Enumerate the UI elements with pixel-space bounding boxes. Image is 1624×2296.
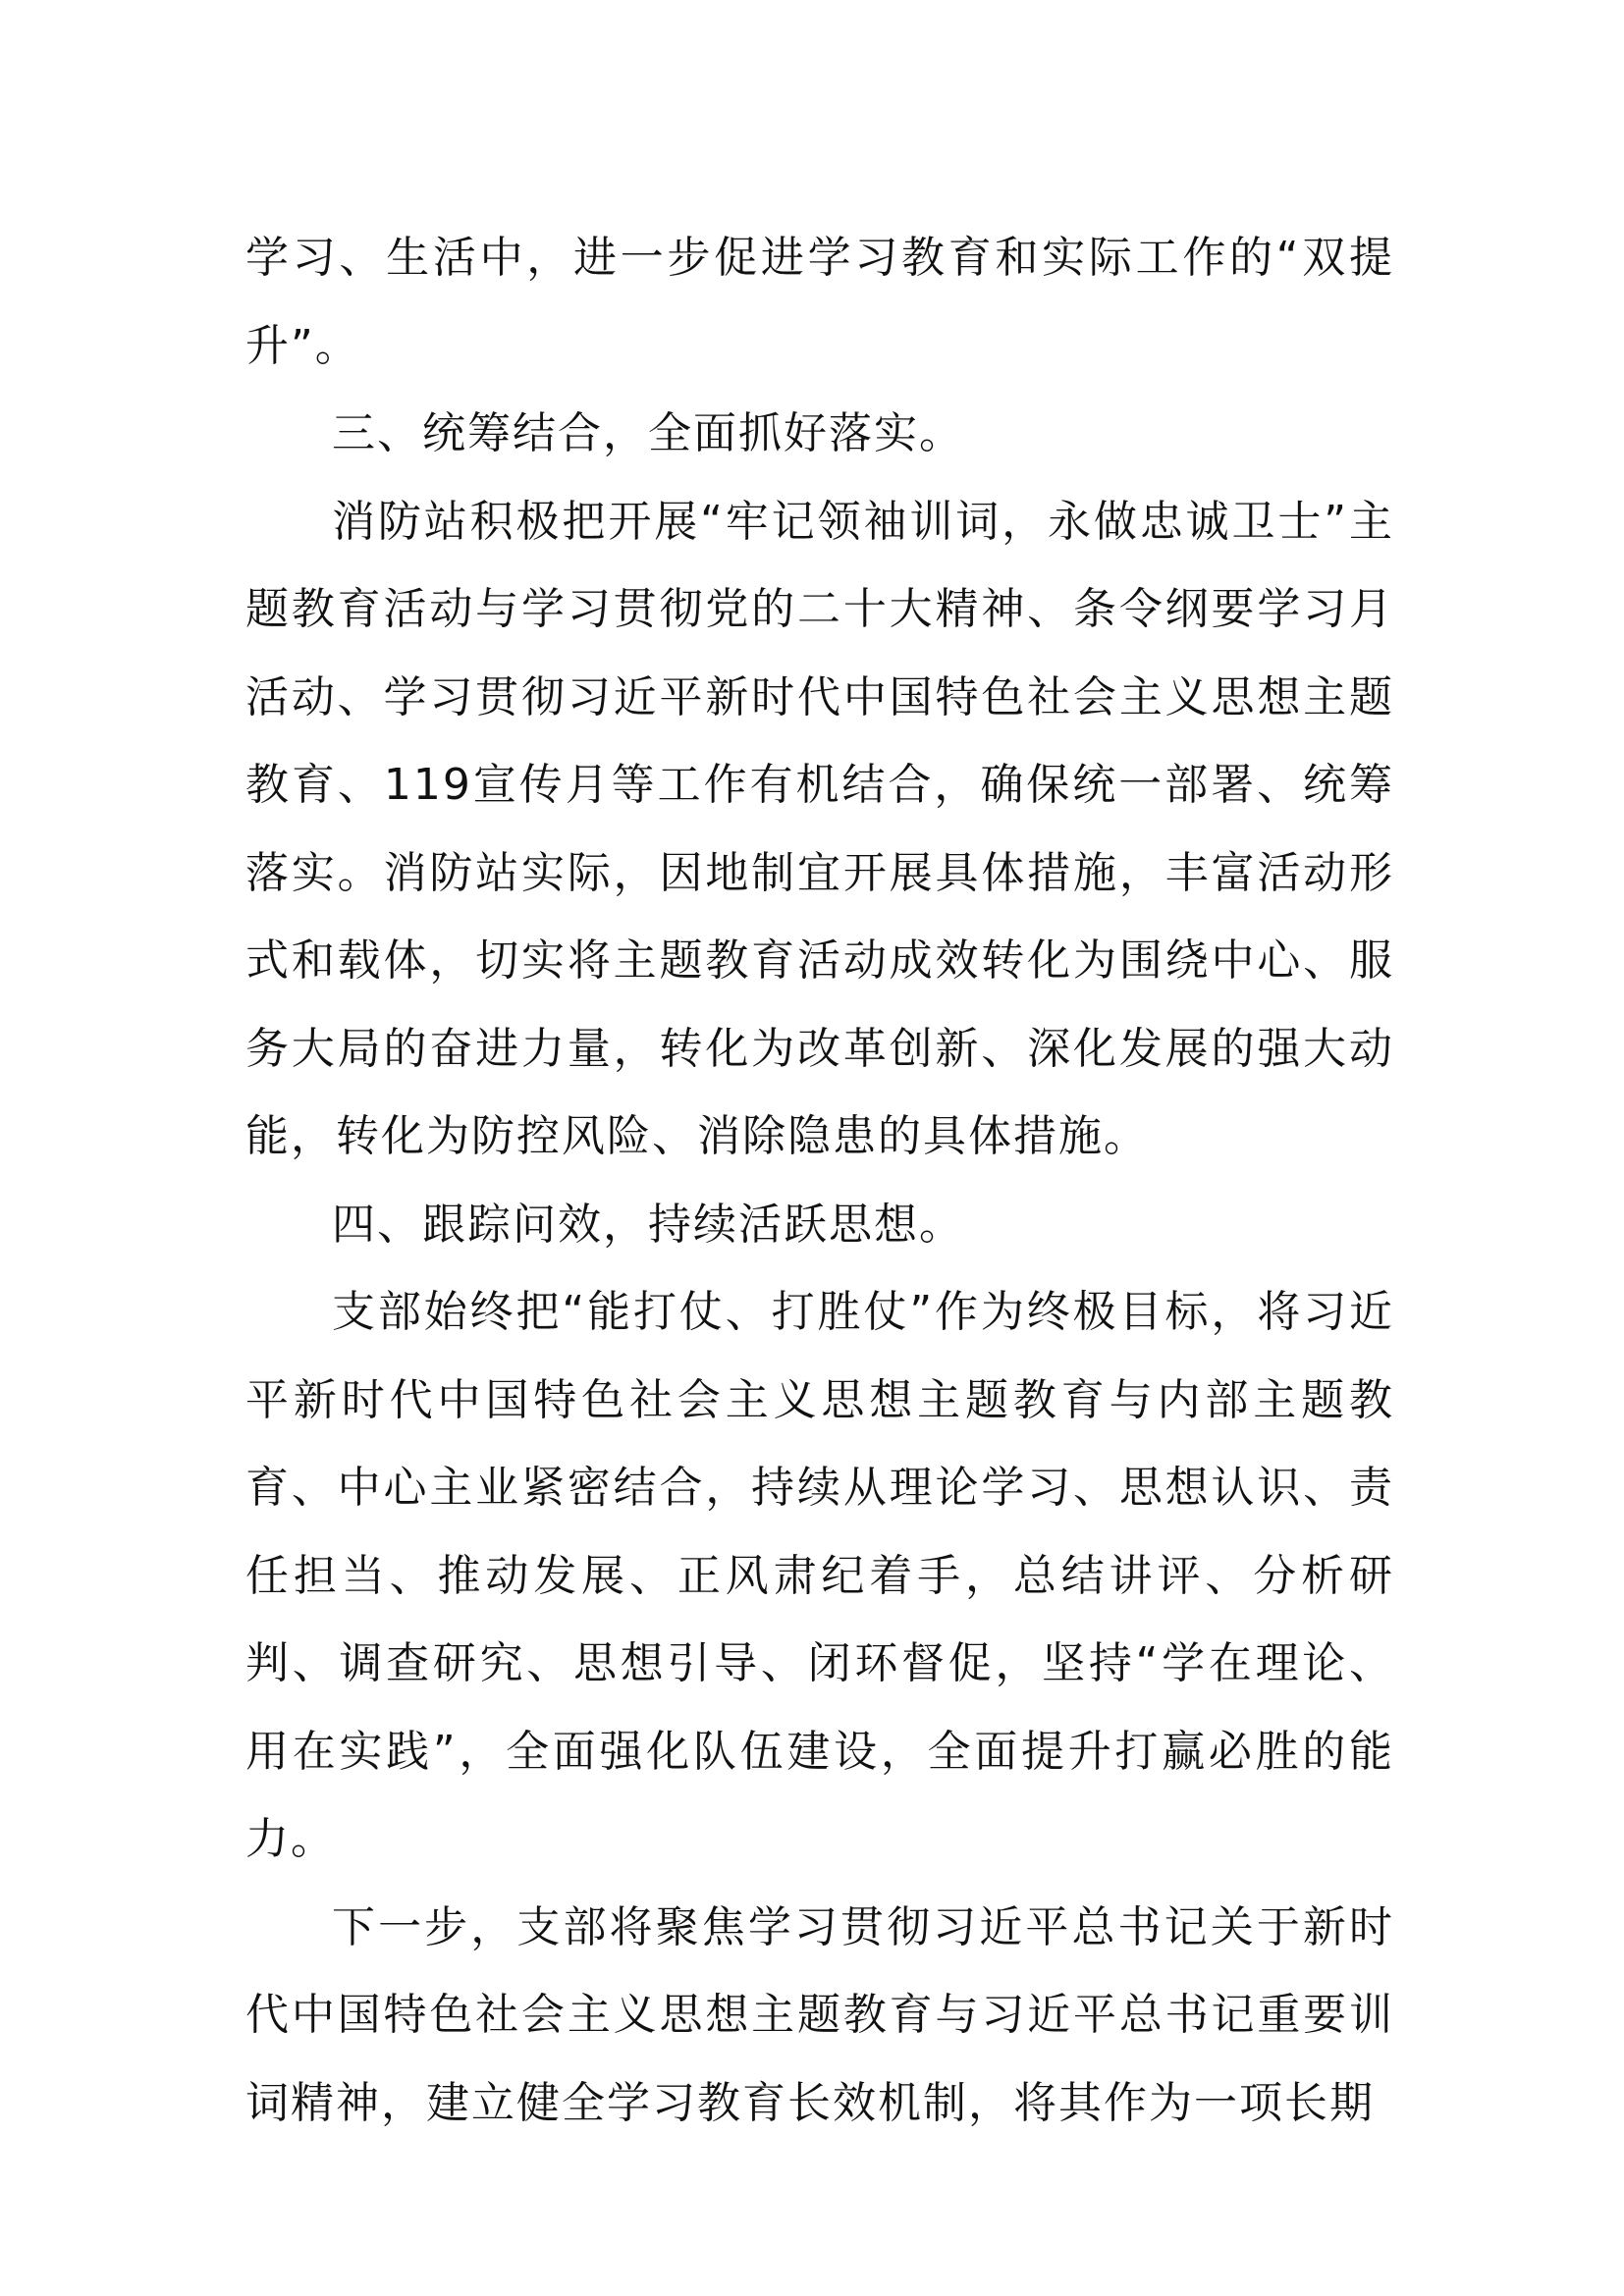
paragraph-body: 消防站积极把开展“牢记领袖训词，永做忠诚卫士”主题教育活动与学习贯彻党的二十大精神、条令纲要学习月活动、学习贯彻习近平新时代中国特色社会主义思想主题教育、119宣传月等工作有机结合，确保统一部署、统筹落实。消防站实际，因地制宜开展具体措施，丰富活动形式和载体，切实将主题教育活动成效转化为围绕中心、服务大局的奋进力量，转化为改革创新、深化发展的强大动能，转化为防控风险、消除隐患的具体措施。 bbox=[245, 496, 1394, 1161]
paragraph-body: 支部始终把“能打仗、打胜仗”作为终极目标，将习近平新时代中国特色社会主义思想主题教育与内部主题教育、中心主业紧密结合，持续从理论学习、思想认识、责任担当、推动发展、正风肃纪着手，总结讲评、分析研判、调查研究、思想引导、闭环督促，坚持“学在理论、用在实践”，全面强化队伍建设，全面提升打赢必胜的能力。 bbox=[245, 1287, 1394, 1864]
document-body bbox=[245, 214, 1394, 2147]
section-heading-3: 三、统筹结合，全面抓好落实。 bbox=[332, 408, 964, 458]
paragraph-body: 下一步，支部将聚焦学习贯彻习近平总书记关于新时代中国特色社会主义思想主题教育与习近平总书记重要训词精神，建立健全学习教育长效机制，将其作为一项长期 bbox=[245, 1901, 1394, 2128]
paragraph-continuation: 学习、生活中，进一步促进学习教育和实际工作的“双提升”。 bbox=[245, 233, 1394, 371]
section-heading-4: 四、跟踪问效，持续活跃思想。 bbox=[332, 1199, 964, 1250]
